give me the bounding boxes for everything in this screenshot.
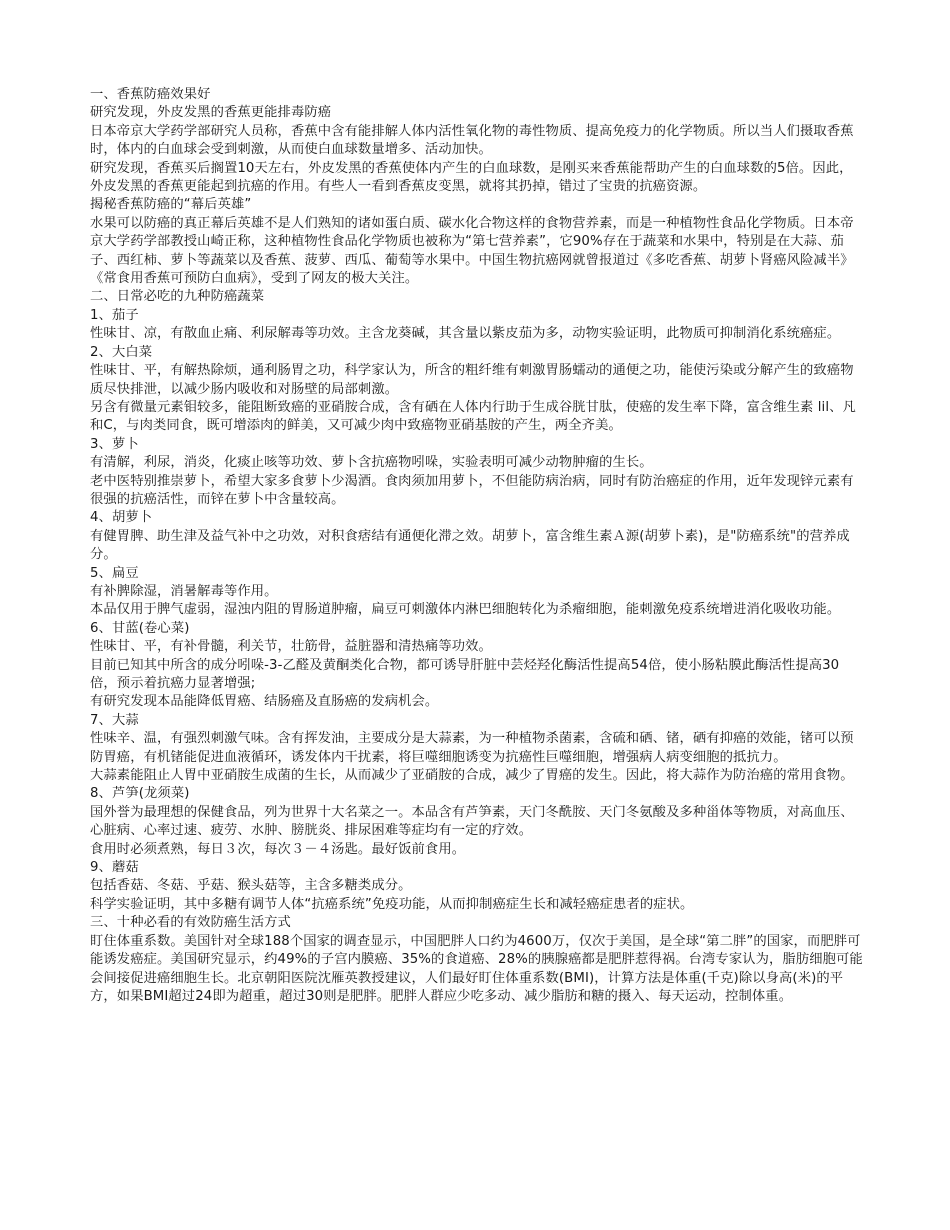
paragraph: 国外誉为最理想的保健食品，列为世界十大名菜之一。本品含有芦笋素，天门冬酰胺、天门冬氨酸及多种甾体等物质，对高血压、心脏病、心率过速、疲劳、水肿、膀胱炎、排尿困难等症均有一定的疗效。: [90, 804, 854, 839]
paragraph: 有健胃脾、助生津及益气补中之功效，对积食痞结有通便化滞之效。胡萝卜，富含维生素Ａ源(胡萝卜素)，是"防癌系统"的营养成分。: [90, 528, 850, 563]
paragraph: 科学实验证明，其中多糖有调节人体“抗癌系统”免疫功能，从而抑制癌症生长和减轻癌症患者的症状。: [90, 896, 694, 912]
item-heading-kale: 6、甘蓝(卷心菜): [90, 620, 190, 636]
item-heading-garlic: 7、大蒜: [90, 712, 139, 728]
paragraph: 研究发现，香蕉买后搁置10天左右，外皮发黑的香蕉使体内产生的白血球数，是刚买来香蕉能帮助产生的白血球数的5倍。因此，外皮发黑的香蕉更能起到抗癌的作用。有些人一看到香蕉皮变黑，就将其扔掉，错过了宝贵的抗癌资源。: [90, 160, 853, 195]
paragraph: 水果可以防癌的真正幕后英雄不是人们熟知的诸如蛋白质、碳水化合物这样的食物营养素，而是一种植物性食品化学物质。日本帝京大学药学部教授山崎正称，这种植物性食品化学物质也被称为“第七营养素”，它90%存在于蔬菜和水果中，特别是在大蒜、茄子、西红柿、萝卜等蔬菜以及香蕉、菠萝、西瓜、葡萄等水果中。中国生物抗癌网就曾报道过《多吃香蕉、胡萝卜肾癌风险减半》《常食用香蕉可预防白血病》，受到了网友的极大关注。: [90, 215, 854, 287]
item-heading-cabbage: 2、大白菜: [90, 344, 153, 360]
paragraph: 性味甘、凉，有散血止痛、利尿解毒等功效。主含龙葵碱，其含量以紫皮茄为多，动物实验证明，此物质可抑制消化系统癌症。: [90, 326, 841, 342]
item-heading-carrot: 4、胡萝卜: [90, 510, 153, 526]
paragraph: 大蒜素能阻止人胃中亚硝胺生成菌的生长，从而减少了亚硝胺的合成，减少了胃癌的发生。因此，将大蒜作为防治癌的常用食物。: [90, 768, 854, 784]
paragraph: 盯住体重系数。美国针对全球188个国家的调查显示，中国肥胖人口约为4600万，仅次于美国，是全球“第二胖”的国家，而肥胖可能诱发癌症。美国研究显示，约49%的子宫内膜癌、35%的食道癌、28%的胰腺癌都是肥胖惹得祸。台湾专家认为，脂肪细胞可能会间接促进癌细胞生长。北京朝阳医院沈雁英教授建议，人们最好盯住体重系数(BMI)，计算方法是体重(千克)除以身高(米)的平方，如果BMI超过24即为超重，超过30则是肥胖。肥胖人群应少吃多动、减少脂肪和糖的摄入、每天运动，控制体重。: [90, 933, 863, 1004]
paragraph: 另含有微量元素钼较多，能阻断致癌的亚硝胺合成，含有硒在人体内行助于生成谷胱甘肽，使癌的发生率下降，富含维生素 lil、凡和C，与肉类同食，既可增添肉的鲜美，又可减少肉中致癌物亚硝基胺的产生，两全齐美。: [90, 399, 856, 434]
section-heading-vegetables: 二、日常必吃的九种防癌蔬菜: [90, 289, 265, 305]
paragraph: 性味辛、温，有强烈刺激气味。含有挥发油，主要成分是大蒜素，为一种植物杀菌素，含硫和硒、锗，硒有抑癌的效能，锗可以预防胃癌，有机锗能促进血液循环，诱发体内干扰素，将巨噬细胞诱变为抗癌性巨噬细胞，增强病人病变细胞的抵抗力。: [90, 731, 854, 765]
item-heading-bean: 5、扁豆: [90, 565, 139, 581]
item-heading-eggplant: 1、茄子: [90, 307, 139, 323]
paragraph: 包括香菇、冬菇、乎菇、猴头菇等，主含多糖类成分。: [90, 878, 412, 894]
subheading-banana-research: 研究发现，外皮发黑的香蕉更能排毒防癌: [90, 105, 332, 121]
item-heading-radish: 3、萝卜: [90, 436, 139, 452]
section-heading-banana: 一、香蕉防癌效果好: [90, 87, 211, 102]
paragraph: 本品仅用于脾气虚弱，湿浊内阻的胃肠道肿瘤，扁豆可刺激体内淋巴细胞转化为杀瘤细胞，能刺激免疫系统增进消化吸收功能。: [90, 602, 841, 618]
paragraph: 目前已知其中所含的成分吲哚-3-乙醛及黄酮类化合物，都可诱导肝脏中芸烃羟化酶活性提高54倍，使小肠粘膜此酶活性提高30倍，预示着抗癌力显著增强;: [90, 657, 840, 691]
paragraph: 性味甘、平，有补骨髓，利关节，壮筋骨，益脏器和清热痛等功效。: [90, 639, 492, 655]
section-heading-lifestyle: 三、十种必看的有效防癌生活方式: [90, 915, 291, 931]
paragraph: 有研究发现本品能降低胃癌、结肠癌及直肠癌的发病机会。: [90, 694, 439, 710]
item-heading-mushroom: 9、蘑菇: [90, 860, 139, 876]
paragraph: 有清解，利尿，消炎，化痰止咳等功效、萝卜含抗癌物吲哚，实验表明可减少动物肿瘤的生长。: [90, 455, 653, 471]
paragraph: 老中医特别推崇萝卜，希望大家多食萝卜少渴酒。食肉须加用萝卜，不但能防病治病，同时有防治癌症的作用，近年发现锌元素有很强的抗癌活性，而锌在萝卜中含量较高。: [90, 473, 854, 507]
paragraph: 食用时必须煮熟，每日３次，每次３－４汤匙。最好饭前食用。: [90, 841, 466, 857]
paragraph: 有补脾除湿，消暑解毒等作用。: [90, 583, 278, 599]
subheading-hidden-hero: 揭秘香蕉防癌的“幕后英雄”: [90, 197, 252, 213]
paragraph: 性味甘、平，有解热除烦，通利肠胃之功，科学家认为，所含的粗纤维有刺激胃肠蠕动的通便之功，能使污染或分解产生的致癌物质尽快排泄，以减少肠内吸收和对肠壁的局部刺激。: [90, 363, 854, 397]
item-heading-asparagus: 8、芦笋(龙须菜): [90, 786, 190, 802]
paragraph: 日本帝京大学药学部研究人员称，香蕉中含有能排解人体内活性氧化物的毒性物质、提高免疫力的化学物质。所以当人们摄取香蕉时，体内的白血球会受到刺激，从而使白血球数量增多、活动加快。: [90, 123, 854, 158]
